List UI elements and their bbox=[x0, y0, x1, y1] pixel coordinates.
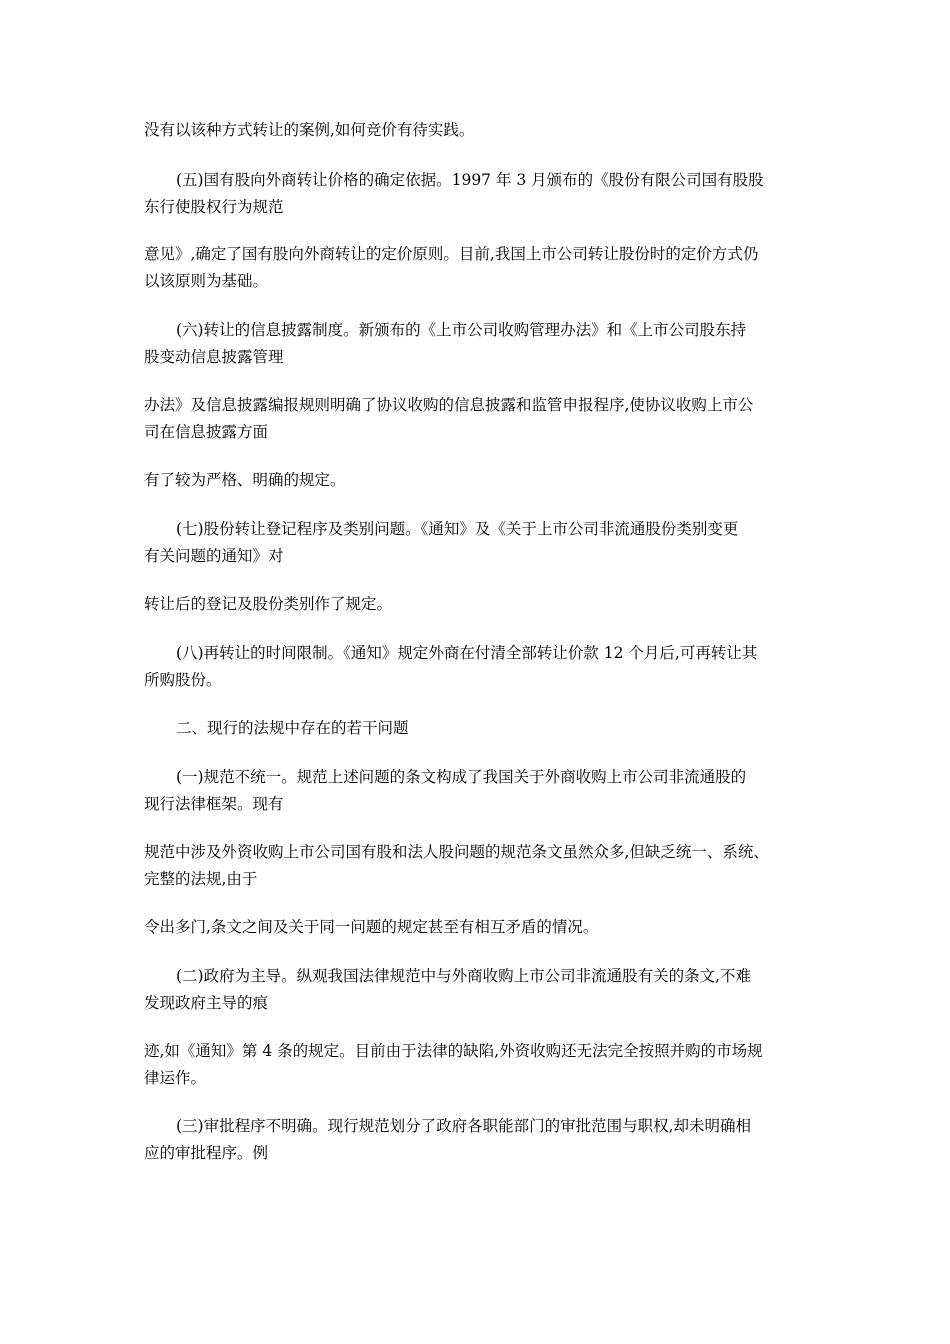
paragraph-5-line-2: 东行使股权行为规范 bbox=[144, 198, 284, 216]
section-heading-2: 二、现行的法规中存在的若干问题 bbox=[176, 719, 409, 737]
paragraph-2-1-line-2: 现行法律框架。现有 bbox=[144, 795, 284, 813]
text-line: 意见》,确定了国有股向外商转让的定价原则。目前,我国上市公司转让股份时的定价方式仍 bbox=[144, 245, 759, 263]
text-line: 迹,如《通知》第 4 条的规定。目前由于法律的缺陷,外资收购还无法完全按照并购的市场规 bbox=[144, 1042, 763, 1060]
paragraph-6-line-1: (六)转让的信息披露制度。新颁布的《上市公司收购管理办法》和《上市公司股东持 bbox=[176, 321, 747, 339]
paragraph-2-3-line-2: 应的审批程序。例 bbox=[144, 1144, 269, 1162]
paragraph-7-line-1: (七)股份转让登记程序及类别问题。《通知》及《关于上市公司非流通股份类别变更 bbox=[176, 520, 739, 538]
paragraph-8-line-1: (八)再转让的时间限制。《通知》规定外商在付清全部转让价款 12 个月后,可再转让其 bbox=[176, 644, 758, 662]
text-line: 司在信息披露方面 bbox=[144, 423, 269, 441]
paragraph-5-line-1: (五)国有股向外商转让价格的确定依据。1997 年 3 月颁布的《股份有限公司国有股股 bbox=[176, 171, 764, 189]
paragraph-2-2-line-1: (二)政府为主导。纵观我国法律规范中与外商收购上市公司非流通股有关的条文,不难 bbox=[176, 967, 752, 985]
paragraph-6-line-2: 股变动信息披露管理 bbox=[144, 348, 284, 366]
paragraph-8-line-2: 所购股份。 bbox=[144, 671, 222, 689]
text-line: 转让后的登记及股份类别作了规定。 bbox=[144, 595, 393, 613]
text-line: 有了较为严格、明确的规定。 bbox=[144, 471, 346, 489]
paragraph-2-3-line-1: (三)审批程序不明确。现行规范划分了政府各职能部门的审批范围与职权,却未明确相 bbox=[176, 1117, 752, 1135]
text-line: 规范中涉及外资收购上市公司国有股和法人股问题的规范条文虽然众多,但缺乏统一、系统、 bbox=[144, 843, 769, 861]
text-line: 完整的法规,由于 bbox=[144, 870, 258, 888]
text-line: 办法》及信息披露编报规则明确了协议收购的信息披露和监管申报程序,使协议收购上市公 bbox=[144, 396, 754, 414]
paragraph-2-1-line-1: (一)规范不统一。规范上述问题的条文构成了我国关于外商收购上市公司非流通股的 bbox=[176, 768, 747, 786]
text-line: 令出多门,条文之间及关于同一问题的规定甚至有相互矛盾的情况。 bbox=[144, 918, 599, 936]
text-line: 以该原则为基础。 bbox=[144, 272, 269, 290]
text-line: 没有以该种方式转让的案例,如何竞价有待实践。 bbox=[144, 121, 475, 139]
paragraph-2-2-line-2: 发现政府主导的痕 bbox=[144, 994, 269, 1012]
text-line: 律运作。 bbox=[144, 1069, 207, 1087]
paragraph-7-line-2: 有关问题的通知》对 bbox=[144, 547, 284, 565]
